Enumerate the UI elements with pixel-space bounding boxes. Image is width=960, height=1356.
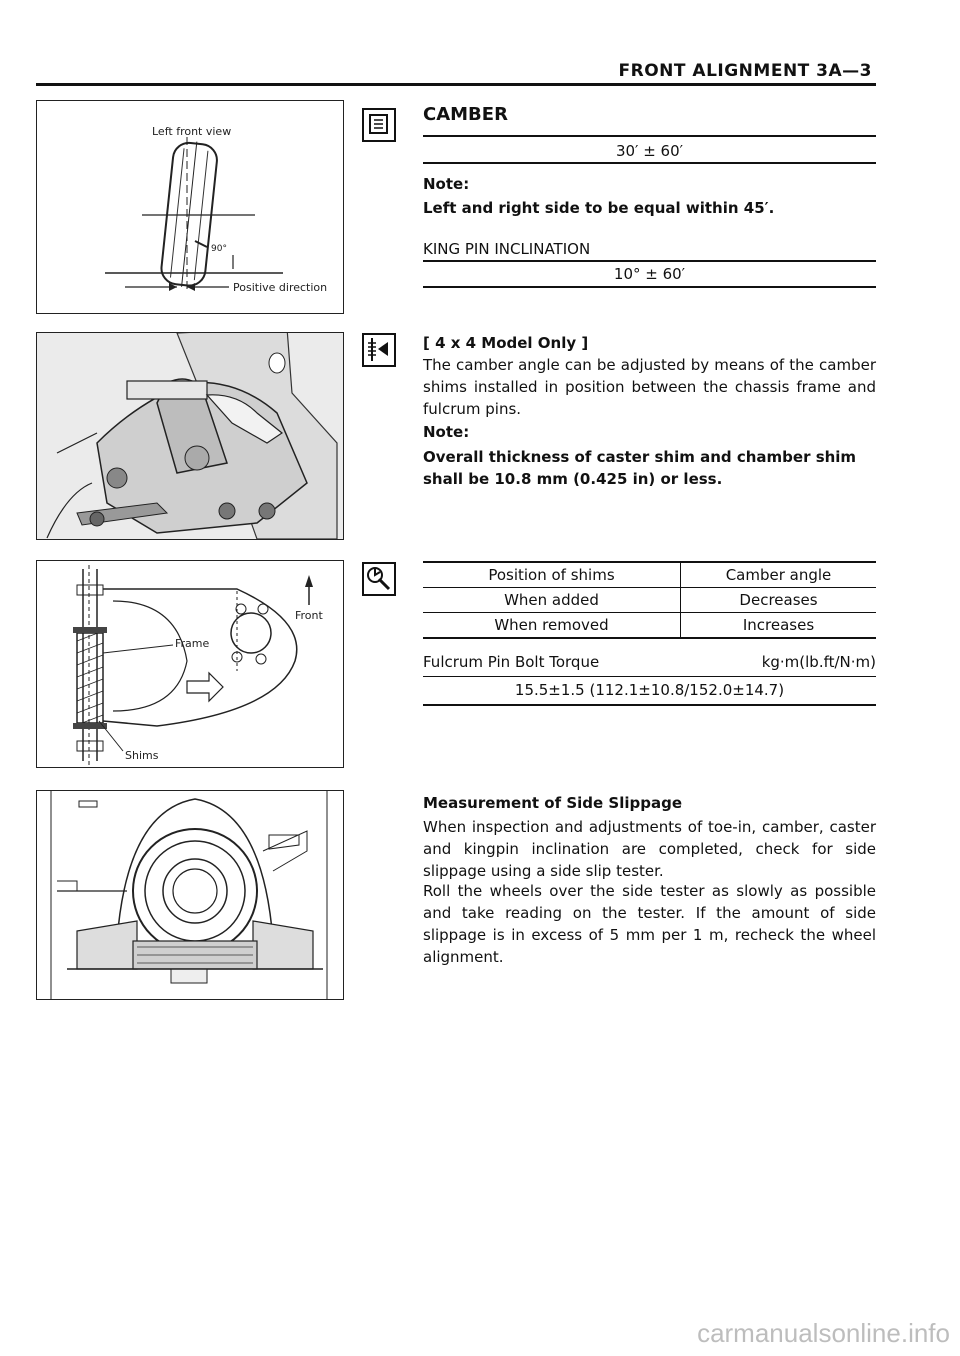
king-pin-value: 10° ± 60′ xyxy=(613,265,686,283)
adjustment-icon xyxy=(362,333,396,367)
table-cell: When removed xyxy=(423,613,681,639)
king-pin-label: KING PIN INCLINATION xyxy=(423,240,591,258)
camber-value: 30′ ± 60′ xyxy=(615,142,684,160)
rule xyxy=(423,162,876,164)
rule xyxy=(423,135,876,137)
header-rule xyxy=(36,83,876,86)
page-header-title: FRONT ALIGNMENT 3A—3 xyxy=(618,61,872,81)
side-slippage-heading: Measurement of Side Slippage xyxy=(423,794,682,812)
model-4x4-body: The camber angle can be adjusted by means of the camber shims installed in position between the chassis frame and fulcrum pins. xyxy=(423,356,876,418)
table-cell: Increases xyxy=(742,616,815,634)
rule xyxy=(423,286,876,288)
fig3-label-frame: Frame xyxy=(175,637,210,650)
figure-side-slip-tester xyxy=(36,790,344,1000)
fig1-label-angle: 90° xyxy=(211,244,227,254)
torque-units: kg·m(lb.ft/N·m) xyxy=(761,653,876,671)
torque-wrench-icon xyxy=(362,562,396,596)
rule xyxy=(423,676,876,677)
rule xyxy=(423,704,876,706)
footer-watermark: carmanualsonline.info xyxy=(697,1318,950,1348)
torque-value: 15.5±1.5 (112.1±10.8/152.0±14.7) xyxy=(514,681,785,699)
model-4x4-note-body: Overall thickness of caster shim and chamber shim shall be 10.8 mm (0.425 in) or less. xyxy=(423,448,857,488)
camber-title: CAMBER xyxy=(423,104,508,125)
model-4x4-heading: [ 4 x 4 Model Only ] xyxy=(423,334,589,352)
fig1-label-view: Left front view xyxy=(152,125,232,138)
figure-shim-photo xyxy=(36,332,344,540)
model-4x4-note-heading: Note: xyxy=(423,423,470,441)
side-slippage-para2: Roll the wheels over the side tester as slowly as possible and take reading on the tester. If the amount of side slippage is in excess of 5 mm per 1 m, recheck the wheel alignment. xyxy=(423,882,876,966)
camber-note-body: Left and right side to be equal within 45′. xyxy=(423,199,775,217)
table-header-row xyxy=(423,562,876,588)
camber-note-heading: Note: xyxy=(423,175,470,193)
specification-icon xyxy=(362,108,396,142)
fig1-label-direction: Positive direction xyxy=(233,281,328,294)
table-header-cell: Position of shims xyxy=(423,562,681,588)
table-row xyxy=(423,613,876,639)
side-slippage-para1: When inspection and adjustments of toe-in, camber, caster and kingpin inclination are completed, check for side slippage using a side slip tester. xyxy=(423,818,876,880)
table-row xyxy=(423,588,876,613)
table-header-cell: Camber angle xyxy=(725,566,832,584)
torque-label: Fulcrum Pin Bolt Torque xyxy=(423,653,600,671)
table-cell: Decreases xyxy=(739,591,818,609)
shim-table xyxy=(423,561,876,639)
fig3-label-shims: Shims xyxy=(125,749,159,762)
fig3-label-front: Front xyxy=(295,609,323,622)
tilted-wheel-drawing xyxy=(160,139,219,289)
figure-left-front-view xyxy=(36,100,344,314)
figure-frame-shims xyxy=(36,560,344,768)
rule xyxy=(423,260,876,262)
table-cell: When added xyxy=(423,588,681,613)
